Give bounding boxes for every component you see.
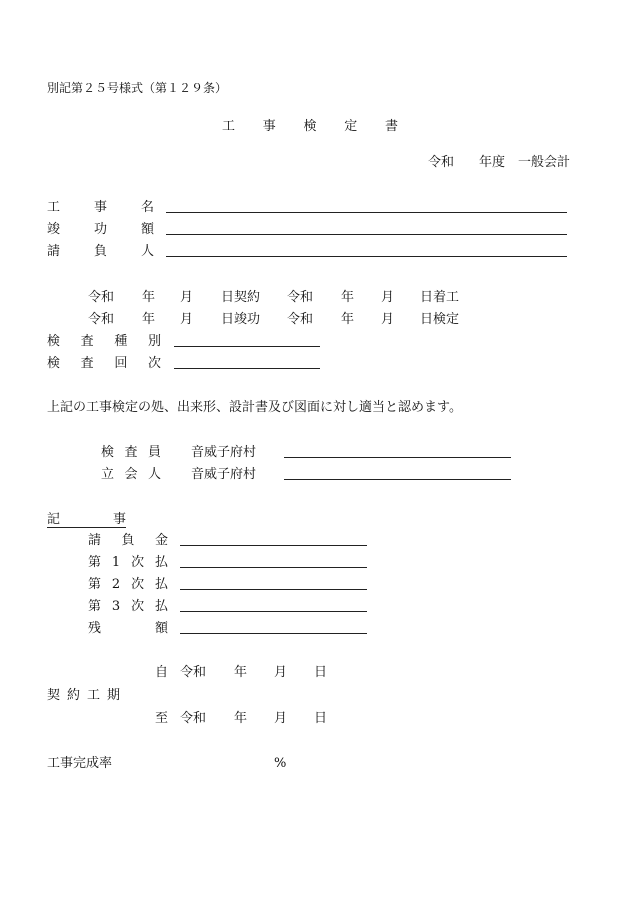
first-payment-label: 第 1 次 払 <box>88 555 168 570</box>
inspection-date-label: 日検定 <box>420 312 460 327</box>
year-label: 年 <box>142 290 156 305</box>
title-char: 工 <box>222 119 236 134</box>
witness-signature-field[interactable] <box>284 479 511 480</box>
month-label: 月 <box>180 290 194 305</box>
title-char: 書 <box>384 119 398 134</box>
contract-period-label: 契 約 工 期 <box>47 688 120 703</box>
era-label: 令和 <box>287 290 314 305</box>
inspector-org: 音威子府村 <box>191 445 257 460</box>
inspection-round-label: 検 査 回 次 <box>47 356 161 371</box>
contractor-label: 請 負 人 <box>47 244 154 259</box>
era-label: 令和 <box>180 665 207 680</box>
fiscal-era: 令和 <box>428 155 455 170</box>
era-label: 令和 <box>88 312 115 327</box>
first-payment-field[interactable] <box>180 567 367 568</box>
contractor-field[interactable] <box>166 256 567 257</box>
project-name-label: 工 事 名 <box>47 200 154 215</box>
witness-org: 音威子府村 <box>191 467 257 482</box>
balance-label: 残 額 <box>88 621 168 636</box>
month-label: 月 <box>381 312 395 327</box>
third-payment-field[interactable] <box>180 611 367 612</box>
witness-label: 立 会 人 <box>101 467 161 482</box>
percent-sign: % <box>274 756 287 771</box>
notes-heading: 記 事 <box>47 512 126 527</box>
era-label: 令和 <box>180 711 207 726</box>
inspector-label: 検 査 員 <box>101 445 161 460</box>
inspection-round-field[interactable] <box>174 368 320 369</box>
start-date-label: 日着工 <box>420 290 460 305</box>
day-label: 日 <box>314 711 328 726</box>
balance-field[interactable] <box>180 633 367 634</box>
year-label: 年 <box>341 290 355 305</box>
to-prefix: 至 <box>155 711 169 726</box>
month-label: 月 <box>274 665 288 680</box>
title-char: 事 <box>262 119 276 134</box>
contract-price-field[interactable] <box>180 545 367 546</box>
title-char: 検 <box>303 119 317 134</box>
year-label: 年 <box>234 711 248 726</box>
from-prefix: 自 <box>155 665 169 680</box>
completion-date-label: 日竣功 <box>221 312 261 327</box>
year-label: 年 <box>341 312 355 327</box>
title-char: 定 <box>344 119 358 134</box>
third-payment-label: 第 3 次 払 <box>88 599 168 614</box>
year-label: 年 <box>234 665 248 680</box>
completion-amount-label: 竣 功 額 <box>47 222 154 237</box>
era-label: 令和 <box>88 290 115 305</box>
completion-amount-field[interactable] <box>166 234 567 235</box>
document-title <box>222 119 398 134</box>
year-label: 年 <box>142 312 156 327</box>
day-label: 日 <box>314 665 328 680</box>
month-label: 月 <box>180 312 194 327</box>
contract-price-label: 請 負 金 <box>88 533 168 548</box>
inspection-type-field[interactable] <box>174 346 320 347</box>
approval-statement: 上記の工事検定の処、出来形、設計書及び図面に対し適当と認めます。 <box>47 400 462 415</box>
month-label: 月 <box>381 290 395 305</box>
inspector-signature-field[interactable] <box>284 457 511 458</box>
contract-date-label: 日契約 <box>221 290 261 305</box>
second-payment-field[interactable] <box>180 589 367 590</box>
second-payment-label: 第 2 次 払 <box>88 577 168 592</box>
inspection-type-label: 検 査 種 別 <box>47 334 161 349</box>
account-type: 一般会計 <box>518 155 571 170</box>
project-name-field[interactable] <box>166 212 567 213</box>
month-label: 月 <box>274 711 288 726</box>
form-reference: 別記第２５号様式（第１２９条） <box>47 81 228 95</box>
fiscal-year-suffix: 年度 <box>479 155 506 170</box>
era-label: 令和 <box>287 312 314 327</box>
completion-rate-label: 工事完成率 <box>47 756 113 771</box>
